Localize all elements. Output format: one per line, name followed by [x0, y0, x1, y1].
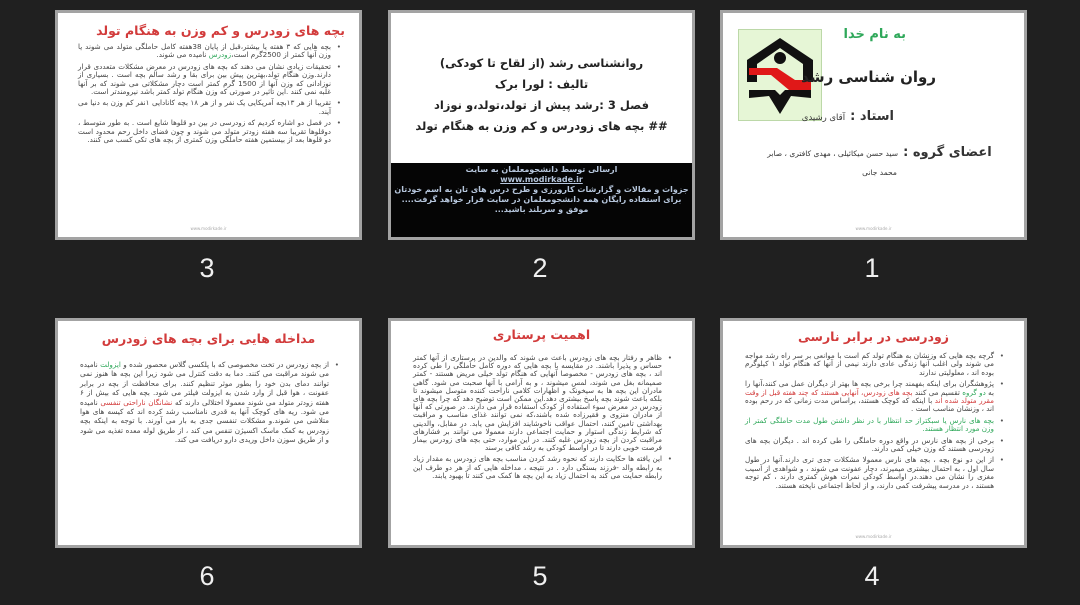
highlighted-text: بچه های نارس یا سبکتراز حد انتظار با در نظر داشتن طول مدت حاملگی کمتر از وزن مورد انتظار هستند.: [745, 415, 994, 434]
bullet-item: [80, 360, 329, 445]
bullet-list: [413, 354, 676, 480]
bullet-item: [745, 417, 994, 434]
text-line: تالیف : لورا برک: [494, 77, 589, 91]
slide-footer: www.modirkade.ir: [190, 226, 227, 231]
bullet-text: پژوهشگران برای اینکه بفهمند چرا برخی بچه ها بهتر از دیگران عمل می کنند،آنها را به: [745, 379, 995, 397]
bullet-item: [78, 119, 331, 144]
slide-thumbnail-1[interactable]: [720, 10, 1027, 240]
bullet-text: بچه هایی که ۳ هفته یا بیشتر،قبل از پایان 38هفته کامل حاملگی متولد می شوند یا وزن آنها کمتر از 2500گرم است،: [78, 42, 331, 60]
teacher-line: [802, 105, 894, 124]
bullet-text: گرچه بچه هایی که وزنشان به هنگام تولد کم است با موانعی بر سر راه رشد مواجه می شوند ولی اغلب آنها زندگی عادی دارند نیمی از آنها که هنگام تولد ۱ کیلوگرم بوده اند ، معلولیتی ندارند: [745, 351, 994, 377]
bullet-list: [80, 360, 343, 445]
bullet-text: این یافته ها حکایت دارند که نحوه رشد کردن مناسب بچه های زودرس به مقدار زیاد به رابطه والد -فرزند بستگی دارد . در نتیجه ، مداخله هایی که از هر دو طرف این رابطه حمایت می کند به احتمال زیاد به این بچه ها کمک می کنند تا بهبود یابند.: [413, 454, 662, 480]
bullet-text: نامیده می شود. ریه های کوچک آنها به قدری نامناسب رشد کرده اند که کیسه های هوا متلاشی می شوند.و مشکلات تنفسی جدی به بار می آورند. با توجه به اینکه بچه زودرس به کمک ماسک اکسیژن تنفس می کند ، از طریق لوله معده تغذیه می شود و از طریق سوزن داخل وریدی دارو دریافت می کند.: [80, 397, 329, 445]
bullet-item: [745, 352, 994, 377]
members-label: اعضای گروه :: [903, 145, 992, 160]
members-line: [763, 141, 996, 179]
text-line: روانشناسی رشد (از لقاح تا کودکی): [439, 56, 644, 70]
bullet-text: با اینکه که کوچک هستند، براساس مدت زمانی که در رحم بوده اند ، وزنشان مناسب است .: [745, 396, 994, 414]
slide-thumbnail-5[interactable]: [388, 318, 695, 548]
bullet-item: [413, 354, 662, 452]
bullet-item: [745, 380, 994, 414]
slide-title: زودرسی در برابر نارسی: [798, 329, 949, 344]
bullet-text: از بچه زودرس در تخت مخصوصی که با پلکسی گلاس محصور شده و: [120, 360, 329, 369]
members-names: سید حسن میکائیلی ، مهدی کافتری ، صابر محمد جانی: [767, 149, 898, 177]
bullet-item: [78, 43, 331, 60]
highlighted-text: دو گروه: [962, 387, 986, 397]
banner-line: جزوات و مقالات و گزارشات کارورزی و طرح درس های تان به اسم خودتان برای استفاده رایگان همه دانشجومعلمان در سایت قرار خواهد گرفت....: [394, 185, 689, 204]
promo-banner: [391, 163, 692, 237]
teacher-name: آقای رشیدی: [801, 113, 846, 123]
bullet-text: از این دو نوع بچه ، بچه های نارس معمولا مشکلات جدی تری دارند.آنها در طول سال اول ، به احتمال بیشتری میمیرند، دچار عفونت می شوند ، و شواهدی از آسیب مغزی را نشان می دهند.در اواسط کودکی نمرات هوش کمتری دارند ، کم توجه هستند ، در مدرسه پیشرفت کمی دارند، و از لحاظ اجتماعی ناپخته هستند.: [745, 455, 994, 490]
bullet-text: برخی از بچه های نارس در واقع دوره حاملگی را طی کرده اند . دیگران بچه های زودرسی هستند که وزن خیلی کمی دارند.: [745, 435, 994, 454]
banner-line: ارسالی توسط دانشجومعلمان به سایت: [465, 165, 618, 174]
bullet-text: نامیده می شوند.: [156, 50, 209, 60]
highlighted-text: زودرس: [208, 50, 232, 60]
bullet-list: [78, 43, 345, 144]
slide-title: روان شناسی رشد: [801, 68, 936, 86]
bullet-item: [745, 437, 994, 454]
highlighted-text: نشانگان ناراحتی تنفسی: [100, 397, 173, 407]
banner-line: موفق و سربلند باشید...: [494, 205, 589, 214]
slide-number-6: 6: [199, 561, 215, 591]
slide-number-3: 3: [199, 253, 215, 283]
slide-text-block: [391, 53, 692, 137]
slide-number-1: 1: [864, 253, 880, 283]
bullet-text: در فصل دو اشاره کردیم که زودرسی در بین دو قلوها شایع است . به طور متوسط ، دوقلوها تقریبا سه هفته زودتر متولد می شوند و چون فضای داخل رحم محدود است دو قلوها بعد از بیستمین هفته حاملگی وزن کمتری از بچه های تکی کسب می کنند.: [78, 118, 331, 145]
text-line: ## بچه های زودرس و کم وزن به هنگام تولد: [415, 119, 668, 133]
bullet-text: تحقیقات زیادی نشان می دهند که بچه های زودرس در معرض مشکلات متعددی قرار دارند.وزن هنگام تولد،بهترین پیش بین برای بقا و رشد سالم بچه است . بسیاری از نوزادانی که وزن آنها از 1500 گرم کمتر است دچار مشکلاتی می شوند که بر آنها غلبه نمی کنند .این تاثیر در صورتی که وزن هنگام تولد کمتر باشد نیرومندتر است.: [78, 61, 331, 97]
bismillah-heading: به نام خدا: [843, 27, 906, 42]
bullet-text: نامیده می شوند مراقبت می کنند. دما به دقت کنترل می شود زیرا این بچه ها هنوز نمی توانند دمای بدن خود را بطور موثر تنظیم کنند. برای محافظت از بچه در برابر عفونت ، هوا قبل از وارد شدن به ایزولت فیلتر می شود. بچه هایی که بیش از ۶ هفته زودتر متولد می شوند معمولا اختلالی دارند که: [80, 360, 329, 407]
slide-title: بچه های زودرس و کم وزن به هنگام تولد: [96, 23, 345, 38]
slide-title: مداخله هایی برای بچه های زودرس: [101, 331, 316, 346]
bullet-text: تقسیم می کنند: [912, 387, 963, 397]
slide-number-5: 5: [532, 561, 548, 591]
slide-footer: www.modirkade.ir: [855, 534, 892, 539]
bullet-item: [78, 99, 331, 116]
slide-body: [58, 38, 359, 144]
slide-body: [58, 346, 359, 445]
bullet-list: [745, 352, 1008, 490]
highlighted-text: بچه های زودرس، آنهایی هستند که چند هفته قبل از وقت مقرر متولد شده اند: [745, 387, 994, 406]
slide-thumbnail-4[interactable]: [720, 318, 1027, 548]
bullet-text: ظاهر و رفتار بچه های زودرس باعث می شوند که والدین در پرستاری از آنها کمتر حساس و پذیرا باشند. در مقایسه با بچه هایی که دوره کامل حاملگی را طی کرده اند ، بچه های زودرس - مخصوصا آنهایی که هنگام تولد خیلی مریض هستند - کمتر صمیمانه بغل می شوند، لمس میشوند ، و به آرامی با آنها صحبت می شود. گاهی مادران این بچه ها به سیخونک و اظهارات کلامی ناراحت کننده متوسل میشوند تا بلکه باعث شوند بچه پاسخ بیشتری دهد.این ممکن است توضیح دهد که چرا بچه های زودرس در معرض سوء استفاده از کودک استفاده قرار می دارند. در صورتی که آنها از مادران منزوی و فقیرزاده شده باشند،که نمی توانند غذای مناسب و مراقبت بهداشتی تامین کنند، احتمال عواقب ناخوشایند افزایش می یابد. در مقابل، والدینی که شرایط زندگی استوار و حمایت اجتماعی دارند معمولا می توانند بر فشارهای مراقبت کردن از بچه زودرس غلبه کنند. در این موارد، حتی بچه های زودرس بیمار فرصت خوبی دارند تا در اواسط کودکی به رشد کافی برسند: [413, 353, 662, 453]
bullet-item: [413, 455, 662, 480]
slide-body: [391, 342, 692, 480]
banner-link: www.modirkade.ir: [500, 175, 583, 184]
slide-number-2: 2: [532, 253, 548, 283]
slide-body: [723, 344, 1024, 490]
highlighted-text: ایزولت: [100, 360, 121, 369]
bullet-item: [745, 456, 994, 490]
text-line: فصل 3 :رشد پیش از تولد،تولد،و نوزاد: [433, 98, 650, 112]
slide-footer: www.modirkade.ir: [855, 226, 892, 231]
slide-thumbnail-2[interactable]: [388, 10, 695, 240]
slide-thumbnail-6[interactable]: [55, 318, 362, 548]
slide-title: اهمیت پرستاری: [492, 327, 591, 342]
bullet-text: تقریبا از هر ۱۳بچه آمریکایی یک نفر و از هر ۱۸ بچه کانادایی ۱نفر کم وزن به دنیا می آیند.: [78, 98, 331, 116]
slide-thumbnail-3[interactable]: [55, 10, 362, 240]
slide-number-4: 4: [864, 561, 880, 591]
teacher-label: استاد :: [850, 109, 894, 124]
bullet-item: [78, 63, 331, 97]
